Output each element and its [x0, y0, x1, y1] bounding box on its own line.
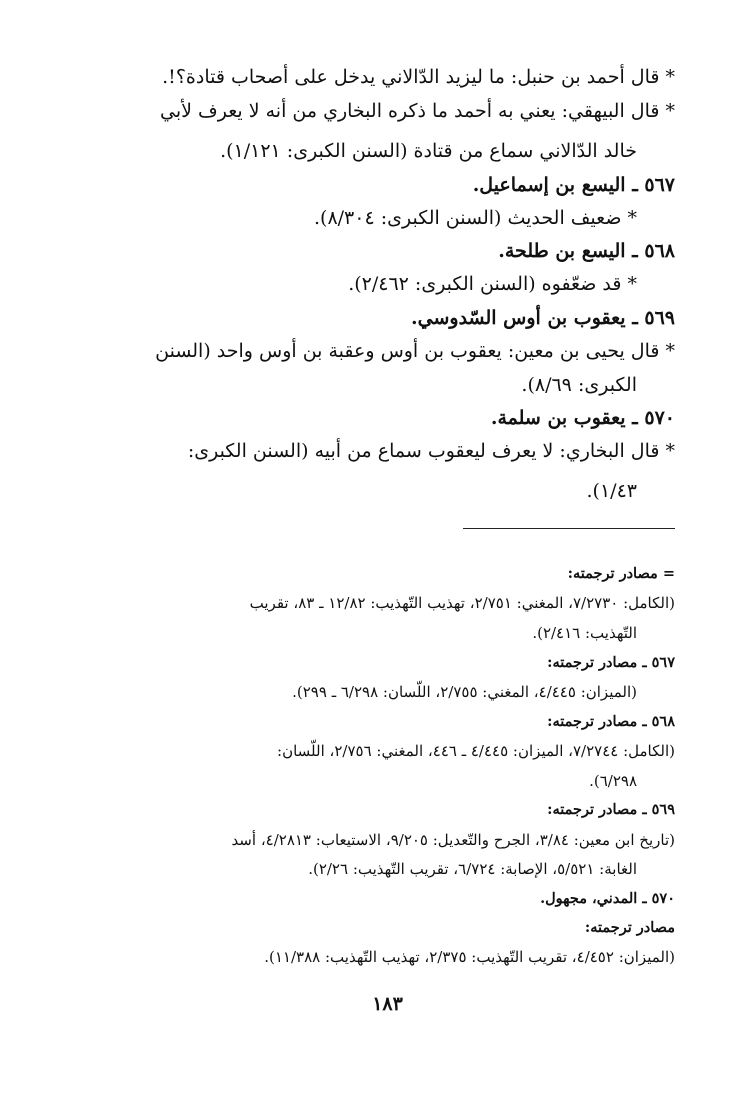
footnote-divider	[463, 528, 675, 529]
entry-heading-568: ٥٦٨ ـ اليسع بن طلحة.	[498, 240, 675, 262]
footnote-heading: ٥٦٨ ـ مصادر ترجمته:	[547, 713, 675, 730]
page-number: ١٨٣	[372, 993, 403, 1015]
footnote-line: (تاريخ ابن معين: ٣/٨٤، الجرح والتّعديل: ٩/٢٠٥، الاستيعاب: ٤/٢٨١٣، أسد	[231, 831, 675, 849]
footnote-line: (الميزان: ٤/٤٥٢، تقريب التّهذيب: ٢/٣٧٥، تهذيب التّهذيب: ١١/٣٨٨).	[264, 948, 675, 966]
book-page	[100, 0, 675, 1100]
footnote-heading: ٥٦٧ ـ مصادر ترجمته:	[547, 654, 675, 671]
text-line: * قال البخاري: لا يعرف ليعقوب سماع من أبيه (السنن الكبرى:	[187, 440, 675, 462]
footnote-heading: = مصادر ترجمته:	[567, 565, 675, 582]
entry-heading-569: ٥٦٩ ـ يعقوب بن أوس السّدوسي.	[411, 307, 675, 329]
footnote-line: الغابة: ٥/٥٢١، الإصابة: ٦/٧٢٤، تقريب التّهذيب: ٢/٢٦).	[308, 860, 637, 878]
entry-heading-570: ٥٧٠ ـ يعقوب بن سلمة.	[490, 407, 675, 429]
text-line: * قال يحيى بن معين: يعقوب بن أوس وعقبة بن أوس واحد (السنن	[155, 340, 675, 362]
footnote-line: التّهذيب: ٢/٤١٦).	[532, 624, 637, 642]
text-line: خالد الدّالاني سماع من قتادة (السنن الكبرى: ١/١٢١).	[220, 140, 637, 162]
footnote-line: ٦/٢٩٨).	[589, 772, 637, 790]
text-line: الكبرى: ٨/٦٩).	[521, 374, 637, 396]
footnote-line: (الكامل: ٧/٢٧٤٤، الميزان: ٤/٤٤٥ ـ ٤٤٦، المغني: ٢/٧٥٦، اللّسان:	[277, 742, 675, 760]
text-line: * قد ضعّفوه (السنن الكبرى: ٢/٤٦٢).	[348, 273, 637, 295]
entry-heading-567: ٥٦٧ ـ اليسع بن إسماعيل.	[472, 174, 675, 196]
footnote-heading: ٥٦٩ ـ مصادر ترجمته:	[547, 801, 675, 818]
footnote-heading: مصادر ترجمته:	[584, 919, 675, 936]
footnote-heading: ٥٧٠ ـ المدني، مجهول.	[540, 890, 675, 907]
footnote-line: (الميزان: ٤/٤٤٥، المغني: ٢/٧٥٥، اللّسان: ٦/٢٩٨ ـ ٢٩٩).	[292, 683, 637, 701]
text-line: ١/٤٣).	[586, 480, 637, 502]
text-line: * ضعيف الحديث (السنن الكبرى: ٨/٣٠٤).	[313, 207, 637, 229]
footnote-line: (الكامل: ٧/٢٧٣٠، المغني: ٢/٧٥١، تهذيب التّهذيب: ١٢/٨٢ ـ ٨٣، تقريب	[249, 594, 675, 612]
text-line: * قال أحمد بن حنبل: ما ليزيد الدّالاني يدخل على أصحاب قتادة؟!.	[162, 66, 675, 88]
text-line: * قال البيهقي: يعني به أحمد ما ذكره البخاري من أنه لا يعرف لأبي	[160, 100, 675, 122]
